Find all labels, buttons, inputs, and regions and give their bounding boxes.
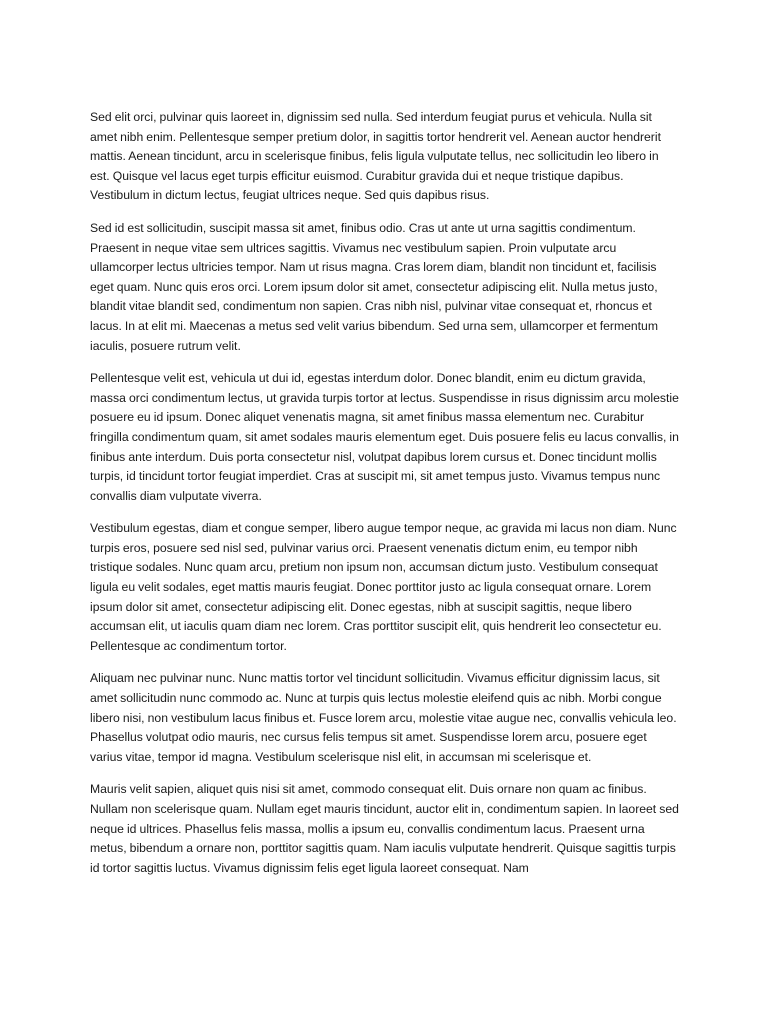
paragraph-3: Pellentesque velit est, vehicula ut dui id, egestas interdum dolor. Donec blandit, enim eu dictum gravida, massa orci condimentum lectus, ut gravida turpis tortor at lectus. Suspendisse in risus dignissim arcu molestie posuere eu id ipsum. Donec aliquet venenatis magna, sit amet finibus massa elementum nec. Curabitur fringilla condimentum quam, sit amet sodales mauris elementum eget. Duis posuere felis eu lacus convallis, in finibus ante interdum. Duis porta consectetur nisl, volutpat dapibus lorem cursus et. Donec tincidunt mollis turpis, id tincidunt tortor feugiat imperdiet. Cras at suscipit mi, sit amet tempus justo. Vivamus tempus nunc convallis diam vulputate viverra.	[90, 371, 679, 503]
paragraph-6: Mauris velit sapien, aliquet quis nisi sit amet, commodo consequat elit. Duis ornare non quam ac finibus. Nullam non scelerisque quam. Nullam eget mauris tincidunt, auctor elit in, condimentum sapien. In laoreet sed neque id ultrices. Phasellus felis massa, mollis a ipsum eu, convallis condimentum lacus. Praesent urna metus, bibendum a ornare non, porttitor sagittis quam. Nam iaculis vulputate hendrerit. Quisque sagittis turpis id tortor sagittis luctus. Vivamus dignissim felis eget ligula laoreet consequat. Nam	[90, 782, 679, 875]
document-body	[90, 108, 680, 891]
paragraph-2: Sed id est sollicitudin, suscipit massa sit amet, finibus odio. Cras ut ante ut urna sagittis condimentum. Praesent in neque vitae sem ultrices sagittis. Vivamus nec vestibulum sapien. Proin vulputate arcu ullamcorper lectus ultricies tempor. Nam ut risus magna. Cras lorem diam, blandit non tincidunt et, facilisis eget quam. Nunc quis eros orci. Lorem ipsum dolor sit amet, consectetur adipiscing elit. Nulla metus justo, blandit vitae blandit sed, condimentum non sapien. Cras nibh nisl, pulvinar vitae consequat et, rhoncus et lacus. In at elit mi. Maecenas a metus sed velit varius bibendum. Sed urna sem, ullamcorper et fermentum iaculis, posuere rutrum velit.	[90, 220, 658, 353]
paragraph-1: Sed elit orci, pulvinar quis laoreet in, dignissim sed nulla. Sed interdum feugiat purus et vehicula. Nulla sit amet nibh enim. Pellentesque semper pretium dolor, in sagittis tortor hendrerit vel. Aenean auctor hendrerit mattis. Aenean tincidunt, arcu in scelerisque finibus, felis ligula vulputate tellus, nec sollicitudin leo libero in est. Quisque vel lacus eget turpis efficitur euismod. Curabitur gravida dui et neque tristique dapibus. Vestibulum in dictum lectus, feugiat ultrices neque. Sed quis dapibus risus.	[90, 110, 661, 203]
paragraph-4: Vestibulum egestas, diam et congue semper, libero augue tempor neque, ac gravida mi lacus non diam. Nunc turpis eros, posuere sed nisl sed, pulvinar varius orci. Praesent venenatis dictum enim, eu tempor nibh tristique sodales. Nunc quam arcu, pretium non ipsum non, accumsan dictum justo. Vestibulum consequat ligula eu velit sodales, eget mattis mauris feugiat. Donec porttitor justo ac ligula consequat ornare. Lorem ipsum dolor sit amet, consectetur adipiscing elit. Donec egestas, nibh at suscipit sagittis, neque libero accumsan elit, ut iaculis quam diam nec lorem. Cras porttitor suscipit elit, quis hendrerit leo consectetur eu. Pellentesque ac condimentum tortor.	[90, 521, 677, 653]
paragraph-5: Aliquam nec pulvinar nunc. Nunc mattis tortor vel tincidunt sollicitudin. Vivamus efficitur dignissim lacus, sit amet sollicitudin nunc commodo ac. Nunc at turpis quis lectus molestie eleifend quis ac nibh. Morbi congue libero nisi, non vestibulum lacus finibus et. Fusce lorem arcu, molestie vitae augue nec, convallis vehicula leo. Phasellus volutpat odio mauris, nec cursus felis tempus sit amet. Suspendisse lorem arcu, posuere eget varius vitae, tempor id magna. Vestibulum scelerisque nisl elit, in accumsan mi scelerisque et.	[90, 671, 677, 764]
